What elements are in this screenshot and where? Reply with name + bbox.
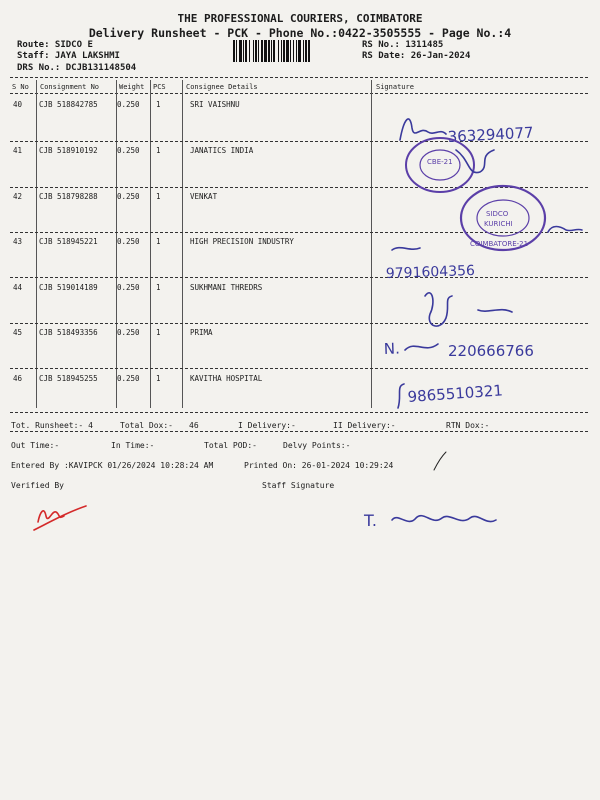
- row-weight: 0.250: [117, 328, 140, 337]
- svg-text:CBE-21: CBE-21: [427, 158, 453, 166]
- row-consignee: KAVITHA HOSPITAL: [190, 374, 263, 383]
- col-header-sno: S No: [12, 83, 29, 91]
- route-label: Route: SIDCO E: [17, 40, 93, 50]
- row-sno: 44: [13, 283, 23, 292]
- signature-row-44: [425, 293, 452, 326]
- row-sno: 41: [13, 146, 23, 155]
- svg-text:COIMBATORE-21: COIMBATORE-21: [470, 240, 529, 248]
- row-weight: 0.250: [117, 374, 140, 383]
- staff-signature-ink: T.: [364, 511, 377, 530]
- row-consignee: PRIMA: [190, 328, 213, 337]
- out-time: Out Time:-: [11, 441, 60, 450]
- row-sno: 42: [13, 192, 23, 201]
- staff-label: Staff: JAYA LAKSHMI: [17, 51, 120, 61]
- row-consignment: CJB 518945221: [39, 237, 98, 246]
- row-consignee: VENKAT: [190, 192, 218, 201]
- row-sno: 43: [13, 237, 23, 246]
- row-weight: 0.250: [117, 146, 140, 155]
- row-weight: 0.250: [117, 100, 140, 109]
- entered-by: Entered By :KAVIPCK 01/26/2024 10:28:24 AM: [11, 461, 214, 470]
- total-dox-value: 46: [189, 421, 199, 430]
- company-name: THE PROFESSIONAL COURIERS, COIMBATORE: [177, 12, 423, 25]
- col-header-consignee: Consignee Details: [186, 83, 258, 91]
- col-header-pcs: PCS: [153, 83, 166, 91]
- col-header-consignment: Consignment No: [40, 83, 100, 91]
- row-consignee: JANATICS INDIA: [190, 146, 254, 155]
- row-consignment: CJB 518493356: [39, 328, 98, 337]
- row-weight: 0.250: [117, 283, 140, 292]
- ii-delivery: II Delivery:-: [333, 421, 396, 430]
- svg-text:220666766: 220666766: [448, 342, 534, 360]
- row-pcs: 1: [156, 374, 161, 383]
- row-pcs: 1: [156, 328, 161, 337]
- row-pcs: 1: [156, 237, 161, 246]
- row-consignee: SUKHMANI THREDRS: [190, 283, 263, 292]
- runsheet-title: Delivery Runsheet - PCK - Phone No.:0422-3505555 - Page No.:4: [88, 26, 512, 40]
- row-consignment: CJB 518798288: [39, 192, 98, 201]
- row-consignment: CJB 518842785: [39, 100, 98, 109]
- verified-by: Verified By: [11, 481, 64, 490]
- svg-text:SIDCO: SIDCO: [486, 210, 509, 218]
- col-header-weight: Weight: [119, 83, 145, 91]
- row-consignment: CJB 518910192: [39, 146, 98, 155]
- delvy-points: Delvy Points:-: [283, 441, 351, 450]
- row-consignee: SRI VAISHNU: [190, 100, 240, 109]
- row-weight: 0.250: [117, 237, 140, 246]
- row-sno: 46: [13, 374, 23, 383]
- rs-number: RS No.: 1311485: [362, 40, 444, 50]
- verified-red-initials: [34, 506, 86, 530]
- total-pod: Total POD:-: [204, 441, 257, 450]
- signature-row-40: [400, 119, 446, 140]
- row-sno: 40: [13, 100, 23, 109]
- row-pcs: 1: [156, 192, 161, 201]
- row-weight: 0.250: [117, 192, 140, 201]
- row-pcs: 1: [156, 146, 161, 155]
- phone-row-45: N.: [383, 339, 401, 358]
- row-consignee: HIGH PRECISION INDUSTRY: [190, 237, 294, 246]
- phone-row-43: 9791604356: [385, 262, 476, 282]
- rs-date: RS Date: 26-Jan-2024: [362, 51, 471, 61]
- col-header-signature: Signature: [376, 83, 414, 91]
- phone-row-46: 9865510321: [407, 381, 504, 406]
- drs-label: DRS No.: DCJB131148504: [17, 63, 137, 73]
- in-time: In Time:-: [111, 441, 155, 450]
- rtn-dox: RTN Dox:-: [446, 421, 490, 430]
- svg-text:363294077: 363294077: [447, 123, 534, 146]
- staff-signature-scribble: [392, 516, 496, 522]
- row-pcs: 1: [156, 100, 161, 109]
- i-delivery: I Delivery:-: [238, 421, 296, 430]
- printed-on: Printed On: 26-01-2024 10:29:24: [244, 461, 394, 470]
- total-dox-label: Total Dox:-: [120, 421, 173, 430]
- svg-text:KURICHI: KURICHI: [484, 220, 513, 228]
- row-consignment: CJB 519014189: [39, 283, 98, 292]
- tot-runsheet: Tot. Runsheet:- 4: [11, 421, 93, 430]
- row-consignment: CJB 518945255: [39, 374, 98, 383]
- row-sno: 45: [13, 328, 23, 337]
- staff-signature-label: Staff Signature: [262, 481, 335, 490]
- row-pcs: 1: [156, 283, 161, 292]
